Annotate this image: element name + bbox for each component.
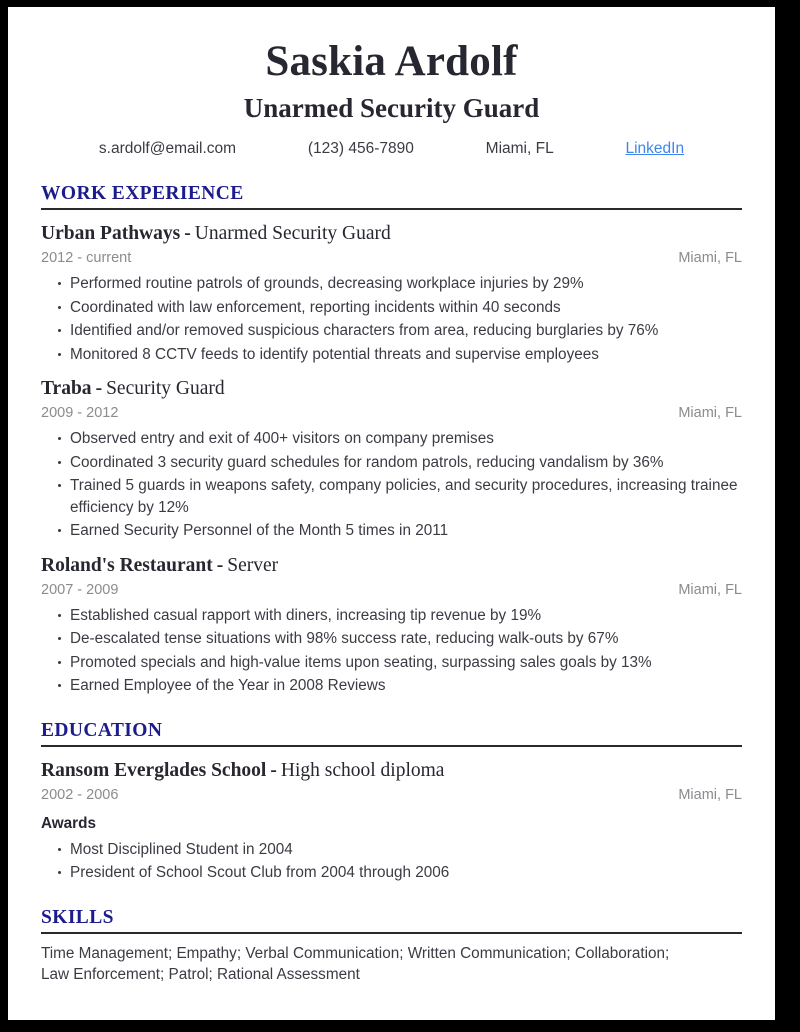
education-entry-bullets: [41, 839, 742, 884]
section-skills: [41, 906, 742, 986]
bullet-item: President of School Scout Club from 2004 through 2006: [41, 862, 742, 884]
work-entry-role: Server: [227, 554, 279, 576]
work-entry-location: Miami, FL: [678, 250, 742, 266]
contact-linkedin-link[interactable]: LinkedIn: [625, 140, 685, 157]
bullet-item: De-escalated tense situations with 98% success rate, reducing walk-outs by 67%: [41, 628, 742, 650]
work-entry-separator: -: [216, 554, 224, 576]
resume-header: [41, 37, 742, 160]
work-entry-dates: 2009 - 2012: [41, 405, 119, 421]
bullet-item: Earned Employee of the Year in 2008 Reviews: [41, 675, 742, 697]
section-education: [41, 719, 742, 884]
bullet-item: Monitored 8 CCTV feeds to identify potential threats and supervise employees: [41, 344, 742, 366]
section-divider: [41, 932, 742, 934]
section-divider: [41, 208, 742, 210]
work-entry-role: Unarmed Security Guard: [194, 223, 391, 244]
contact-phone[interactable]: (123) 456-7890: [307, 140, 414, 157]
skills-list: Time Management; Empathy; Verbal Communication; Written Communication; Collaboration; Law Enforcement; Patrol; Rational Assessment: [41, 944, 670, 983]
work-entry-bullets: [41, 273, 742, 365]
bullet-item: Trained 5 guards in weapons safety, company policies, and security procedures, increasing trainee efficiency by 12%: [41, 475, 742, 518]
work-entry-separator: -: [184, 223, 191, 244]
section-heading-work-experience: WORK EXPERIENCE: [41, 183, 244, 204]
work-entry-organization: Roland's Restaurant: [41, 554, 213, 576]
bullet-item: Promoted specials and high-value items upon seating, surpassing sales goals by 13%: [41, 652, 742, 674]
work-entry-meta: [41, 248, 742, 268]
section-work-experience: [41, 182, 742, 697]
bullet-item: Most Disciplined Student in 2004: [41, 839, 742, 861]
work-entry-heading: [41, 376, 742, 401]
candidate-name: Saskia Ardolf: [265, 38, 518, 85]
work-entry-bullets: [41, 428, 742, 542]
work-entry-dates: 2012 - current: [41, 250, 132, 266]
education-entry: [41, 758, 742, 884]
work-entry-location: Miami, FL: [678, 581, 742, 598]
education-entry-degree: High school diploma: [280, 759, 445, 781]
work-entry-meta: [41, 403, 742, 423]
education-entry-dates: 2002 - 2006: [41, 786, 119, 803]
education-awards-subheading: Awards: [41, 814, 96, 832]
bullet-item: Established casual rapport with diners, increasing tip revenue by 19%: [41, 605, 742, 627]
bullet-item: Observed entry and exit of 400+ visitors on company premises: [41, 428, 742, 450]
work-entry-heading: [41, 553, 742, 578]
work-entry: [41, 376, 742, 542]
bullet-item: Performed routine patrols of grounds, decreasing workplace injuries by 29%: [41, 273, 742, 295]
bullet-item: Coordinated with law enforcement, reporting incidents within 40 seconds: [41, 297, 742, 319]
work-entry: [41, 553, 742, 697]
work-entry-bullets: [41, 605, 742, 697]
resume-document: [8, 7, 775, 1020]
education-entry-school: Ransom Everglades School: [41, 759, 267, 781]
section-heading-education: EDUCATION: [41, 719, 163, 741]
work-entry-separator: -: [95, 378, 103, 399]
work-entry-organization: Traba: [41, 378, 92, 399]
education-entry-separator: -: [270, 759, 277, 781]
contact-location: Miami, FL: [485, 140, 554, 157]
contact-row: [41, 138, 742, 160]
work-entry-heading: [41, 221, 742, 246]
bullet-item: Earned Security Personnel of the Month 5 times in 2011: [41, 520, 742, 542]
work-entry-location: Miami, FL: [678, 405, 742, 421]
contact-email[interactable]: s.ardolf@email.com: [98, 140, 237, 157]
work-entry-organization: Urban Pathways: [41, 223, 181, 244]
bullet-item: Coordinated 3 security guard schedules for random patrols, reducing vandalism by 36%: [41, 452, 742, 474]
education-entry-heading: [41, 758, 742, 783]
section-divider: [41, 745, 742, 747]
work-entry-dates: 2007 - 2009: [41, 581, 119, 598]
candidate-job-title: Unarmed Security Guard: [243, 93, 540, 123]
work-entry-meta: [41, 580, 742, 600]
education-entry-location: Miami, FL: [678, 786, 742, 803]
bullet-item: Identified and/or removed suspicious characters from area, reducing burglaries by 76%: [41, 320, 742, 342]
work-entry: [41, 221, 742, 365]
education-entry-meta: [41, 785, 742, 805]
work-entry-role: Security Guard: [106, 378, 225, 399]
section-heading-skills: SKILLS: [41, 906, 114, 928]
